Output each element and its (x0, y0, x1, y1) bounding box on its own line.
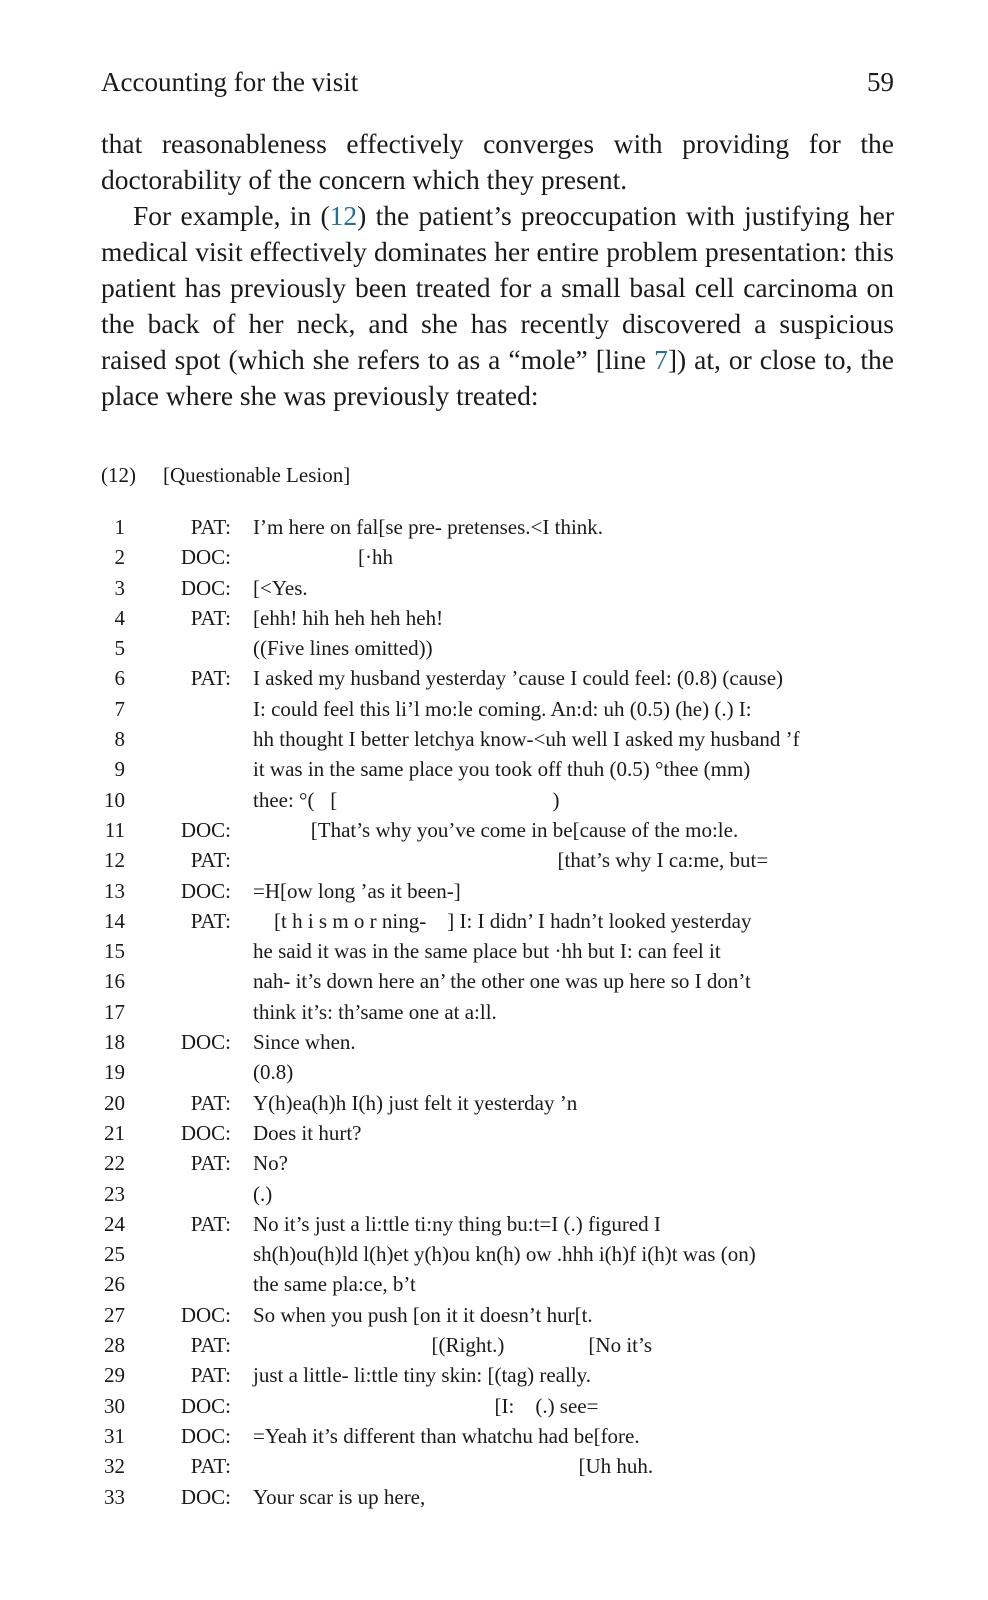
line-number: 28 (104, 1333, 125, 1358)
utterance-text: [t h i s m o r ning- ] I: I didn’ I hadn’t looked yesterday (253, 908, 752, 933)
line-number: 1 (114, 515, 125, 539)
utterance-text: (0.8) (253, 1060, 294, 1085)
utterance-text: So when you push [on it it doesn’t hur[t. (253, 1302, 593, 1327)
speaker-label: DOC: (180, 817, 231, 842)
utterance-text: just a little- li:ttle tiny skin: [(tag) really. (253, 1363, 592, 1388)
line-number: 8 (114, 727, 125, 752)
line-number: 13 (104, 878, 125, 903)
line-number: 7 (114, 696, 125, 721)
utterance-text: [I: (.) see= (253, 1393, 599, 1418)
example-reference-link[interactable]: 12 (329, 200, 358, 231)
line-number: 12 (104, 848, 125, 873)
example-title: [Questionable Lesion] (163, 463, 351, 487)
line-number: 25 (104, 1242, 125, 1267)
transcript-line (101, 1269, 901, 1299)
line-number: 32 (104, 1454, 125, 1479)
transcript-line (101, 633, 901, 663)
line-number: 22 (104, 1151, 125, 1176)
line-number: 14 (104, 908, 125, 933)
utterance-text: (.) (253, 1181, 273, 1206)
line-number: 9 (114, 757, 125, 782)
line-number: 6 (114, 666, 125, 691)
transcript-line (101, 1391, 901, 1421)
transcript-line (101, 876, 901, 906)
page-number: 59 (867, 67, 894, 97)
line-number: 17 (104, 999, 125, 1024)
utterance-text: sh(h)ou(h)ld l(h)et y(h)ou kn(h) ow .hhh i(h)f i(h)t was (on) (253, 1242, 756, 1267)
transcript-line (101, 997, 901, 1027)
line-number: 16 (104, 969, 125, 994)
speaker-label: DOC: (180, 545, 231, 570)
line-number: 33 (104, 1484, 125, 1509)
line-number: 26 (104, 1272, 125, 1297)
transcript-line (101, 845, 901, 875)
transcript-line (101, 1179, 901, 1209)
speaker-label: DOC: (180, 1484, 231, 1509)
speaker-label: PAT: (190, 908, 231, 933)
utterance-text: No it’s just a li:ttle ti:ny thing bu:t=I (.) figured I (253, 1211, 661, 1236)
line-number: 5 (114, 636, 125, 661)
speaker-label: DOC: (180, 1120, 231, 1145)
speaker-label: DOC: (180, 575, 231, 600)
line-reference-link[interactable]: 7 (654, 344, 668, 375)
paragraph-2 (101, 198, 894, 414)
speaker-label: PAT: (190, 1090, 231, 1115)
transcript-line (101, 1451, 901, 1481)
paragraph-2-text-c: ]) at, or close to, the place where she was previously treated: (101, 344, 894, 411)
utterance-text: I: could feel this li’l mo:le coming. An:d: uh (0.5) (he) (.) I: (253, 696, 752, 721)
speaker-label: PAT: (190, 666, 231, 691)
body-text (101, 126, 894, 414)
utterance-text: =H[ow long ’as it been-] (253, 878, 461, 903)
paragraph-2-text-b: ) the patient’s preoccupation with justifying her medical visit effectively dominates her entire problem presentation: this patient has previously been treated for a small basal cell carcinoma on the back of her neck, and she has recently discovered a suspicious raised spot (which she refers to as a “mole” [line (101, 200, 894, 375)
transcript-line (101, 1239, 901, 1269)
example-number: (12) (101, 463, 136, 487)
transcript-line (101, 1118, 901, 1148)
utterance-text: Since when. (253, 1030, 356, 1055)
utterance-text: [that’s why I ca:me, but= (253, 848, 769, 873)
transcript-line (101, 815, 901, 845)
example-heading (101, 462, 350, 488)
transcript (101, 512, 901, 1512)
utterance-text: the same pla:ce, b’t (253, 1272, 416, 1297)
transcript-line (101, 663, 901, 693)
transcript-line (101, 754, 901, 784)
paragraph-2-text-a: For example, in ( (133, 200, 330, 231)
line-number: 31 (104, 1423, 125, 1448)
utterance-text: [<Yes. (253, 575, 308, 600)
utterance-text: Y(h)ea(h)h I(h) just felt it yesterday ’n (253, 1090, 578, 1115)
line-number: 18 (104, 1030, 125, 1055)
transcript-line (101, 1057, 901, 1087)
line-number: 3 (114, 575, 125, 600)
line-number: 11 (104, 817, 125, 842)
transcript-line (101, 1148, 901, 1178)
utterance-text: [·hh (253, 545, 393, 570)
transcript-line (101, 542, 901, 572)
transcript-line (101, 573, 901, 603)
line-number: 10 (104, 787, 125, 812)
speaker-label: DOC: (180, 1423, 231, 1448)
line-number: 30 (104, 1393, 125, 1418)
transcript-line (101, 1421, 901, 1451)
transcript-line (101, 1482, 901, 1512)
line-number: 4 (114, 605, 125, 630)
transcript-line (101, 785, 901, 815)
utterance-text: I’m here on fal[se pre- pretenses.<I think. (253, 515, 604, 539)
transcript-line (101, 936, 901, 966)
utterance-text: [That’s why you’ve come in be[cause of the mo:le. (253, 817, 739, 842)
transcript-line (101, 1330, 901, 1360)
transcript-line (101, 603, 901, 633)
line-number: 29 (104, 1363, 125, 1388)
transcript-line (101, 512, 901, 542)
utterance-text: Does it hurt? (253, 1120, 362, 1145)
speaker-label: DOC: (180, 878, 231, 903)
speaker-label: PAT: (190, 1333, 231, 1358)
line-number: 24 (104, 1211, 125, 1236)
transcript-line (101, 1209, 901, 1239)
speaker-label: PAT: (190, 1211, 231, 1236)
speaker-label: DOC: (180, 1030, 231, 1055)
transcript-line (101, 966, 901, 996)
utterance-text: [Uh huh. (253, 1454, 654, 1479)
transcript-line (101, 1027, 901, 1057)
transcript-line (101, 694, 901, 724)
transcript-line (101, 1088, 901, 1118)
speaker-label: PAT: (190, 605, 231, 630)
speaker-label: PAT: (190, 1454, 231, 1479)
transcript-line (101, 1300, 901, 1330)
utterance-text: No? (253, 1151, 288, 1176)
utterance-text: =Yeah it’s different than whatchu had be[fore. (253, 1423, 640, 1448)
speaker-label: PAT: (190, 848, 231, 873)
utterance-text: think it’s: th’same one at a:ll. (253, 999, 497, 1024)
utterance-text: I asked my husband yesterday ’cause I could feel: (0.8) (cause) (253, 666, 784, 691)
utterance-text: nah- it’s down here an’ the other one was up here so I don’t (253, 969, 751, 994)
paragraph-1: that reasonableness effectively converges with providing for the doctorability of the concern which they present. (101, 128, 894, 195)
speaker-label: PAT: (190, 1151, 231, 1176)
speaker-label: PAT: (190, 1363, 231, 1388)
line-number: 21 (104, 1120, 125, 1145)
line-number: 19 (104, 1060, 125, 1085)
utterance-text: [ehh! hih heh heh heh! (253, 605, 444, 630)
transcript-line (101, 724, 901, 754)
utterance-text: Your scar is up here, (253, 1484, 426, 1509)
running-title: Accounting for the visit (101, 67, 359, 97)
transcript-line (101, 906, 901, 936)
line-number: 27 (104, 1302, 125, 1327)
utterance-text: hh thought I better letchya know-<uh well I asked my husband ’f (253, 727, 800, 752)
utterance-text: [(Right.) [No it’s (253, 1333, 652, 1358)
line-number: 2 (114, 545, 125, 570)
utterance-text: ((Five lines omitted)) (253, 636, 433, 661)
speaker-label: DOC: (180, 1302, 231, 1327)
line-number: 23 (104, 1181, 125, 1206)
line-number: 20 (104, 1090, 125, 1115)
speaker-label: PAT: (190, 515, 231, 539)
speaker-label: DOC: (180, 1393, 231, 1418)
line-number: 15 (104, 939, 125, 964)
utterance-text: he said it was in the same place but ·hh but I: can feel it (253, 939, 721, 964)
utterance-text: it was in the same place you took off thuh (0.5) °thee (mm) (253, 757, 751, 782)
utterance-text: thee: °( [ ) (253, 787, 560, 812)
transcript-line (101, 1360, 901, 1390)
